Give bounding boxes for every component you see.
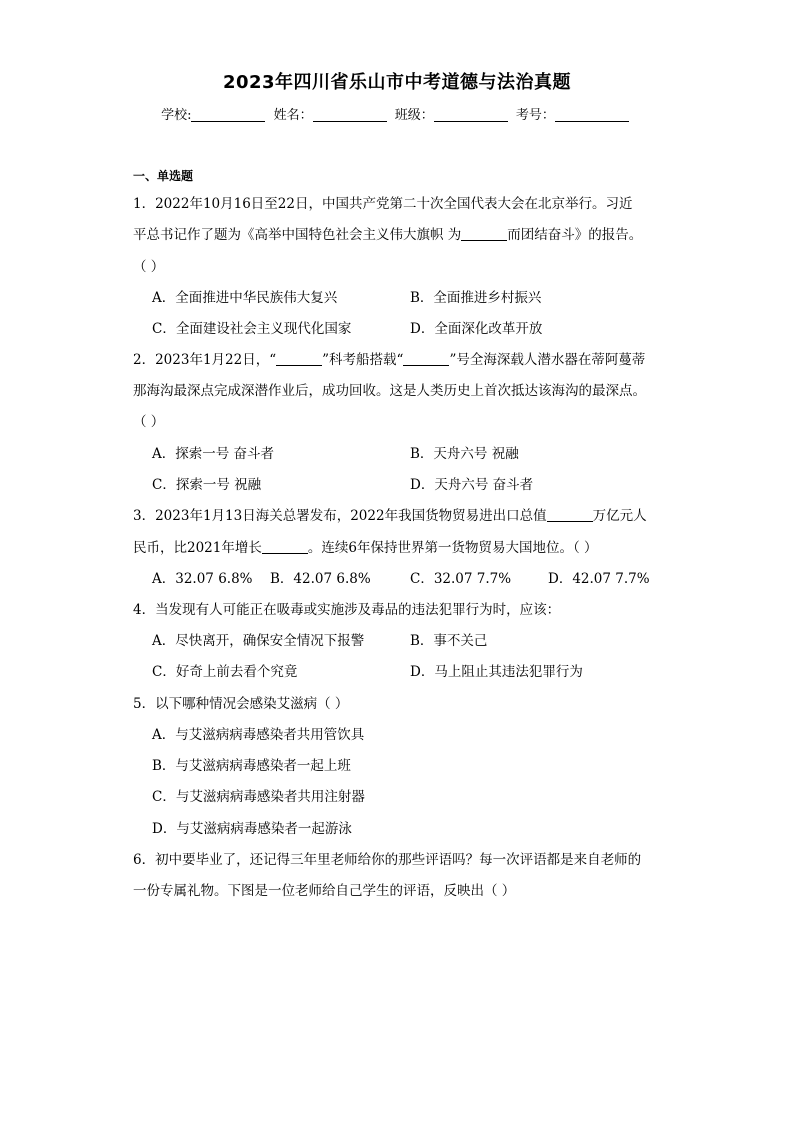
q2-blank-1 bbox=[276, 353, 322, 366]
q3-option-b[interactable]: B．42.07 6.8% bbox=[270, 571, 371, 587]
q1-line2-end: 而团结奋斗》的报告。 bbox=[507, 227, 643, 243]
class-blank[interactable] bbox=[434, 107, 508, 122]
q3-blank-2 bbox=[262, 541, 308, 554]
page-title: 2023年四川省乐山市中考道德与法治真题 bbox=[222, 72, 572, 93]
q5-option-d[interactable]: D．与艾滋病病毒感染者一起游泳 bbox=[152, 821, 352, 837]
q2-answer-bracket: （ ） bbox=[133, 414, 165, 430]
q3-option-a[interactable]: A．32.07 6.8% bbox=[152, 571, 253, 587]
q3-blank-1 bbox=[547, 509, 593, 522]
q3-option-c[interactable]: C．32.07 7.7% bbox=[410, 571, 512, 587]
q2-line1 bbox=[133, 348, 645, 368]
q6-line2: 一份专属礼物。下图是一位老师给自己学生的评语，反映出（ ） bbox=[133, 883, 516, 899]
q1-line2 bbox=[133, 223, 642, 243]
q2-blank-2 bbox=[403, 353, 449, 366]
q2-option-a[interactable]: A．探索一号 奋斗者 bbox=[152, 446, 275, 462]
q3-line1-start: 3．2023年1月13日海关总署发布，2022年我国货物贸易进出口总值 bbox=[133, 508, 547, 524]
school-blank[interactable] bbox=[191, 107, 265, 122]
q4-line1: 4．当发现有人可能正在吸毒或实施涉及毒品的违法犯罪行为时，应该： bbox=[133, 602, 561, 618]
q4-option-a[interactable]: A．尽快离开，确保安全情况下报警 bbox=[152, 633, 365, 649]
q3-option-d[interactable]: D．42.07 7.7% bbox=[548, 571, 650, 587]
q3-line2-start: 民币，比2021年增长 bbox=[133, 540, 262, 556]
q1-option-c[interactable]: C．全面建设社会主义现代化国家 bbox=[152, 321, 352, 337]
q1-line1: 1．2022年10月16日至22日，中国共产党第二十次全国代表大会在北京举行。习近 bbox=[133, 196, 633, 212]
q1-line2-start: 平总书记作了题为《高举中国特色社会主义伟大旗帜 为 bbox=[133, 227, 462, 243]
student-info-line bbox=[0, 104, 794, 123]
name-label: 姓名： bbox=[273, 108, 313, 123]
q1-option-b[interactable]: B．全面推进乡村振兴 bbox=[410, 290, 542, 306]
q2-line1-mid: ”科考船搭载“ bbox=[322, 352, 404, 368]
exam-no-label: 考号： bbox=[515, 108, 555, 123]
q3-line2 bbox=[133, 536, 598, 556]
q2-option-b[interactable]: B．天舟六号 祝融 bbox=[410, 446, 519, 462]
q4-option-d[interactable]: D．马上阻止其违法犯罪行为 bbox=[410, 664, 583, 680]
q1-blank bbox=[461, 228, 507, 241]
q6-line1: 6．初中要毕业了，还记得三年里老师给你的那些评语吗？每一次评语都是来自老师的 bbox=[133, 852, 642, 868]
q2-line1-start: 2．2023年1月22日，“ bbox=[133, 352, 277, 368]
q3-line1-end: 万亿元人 bbox=[592, 508, 647, 524]
q1-option-a[interactable]: A．全面推进中华民族伟大复兴 bbox=[152, 290, 338, 306]
q5-option-b[interactable]: B．与艾滋病病毒感染者一起上班 bbox=[152, 758, 351, 774]
section-heading: 一、单选题 bbox=[133, 169, 194, 183]
q3-line1 bbox=[133, 504, 647, 524]
q2-option-c[interactable]: C．探索一号 祝融 bbox=[152, 477, 262, 493]
exam-no-blank[interactable] bbox=[555, 107, 629, 122]
q2-option-d[interactable]: D．天舟六号 奋斗者 bbox=[410, 477, 534, 493]
school-label: 学校: bbox=[161, 108, 192, 123]
q2-line1-end: ”号全海深载人潜水器在蒂阿蔓蒂 bbox=[449, 352, 646, 368]
q4-option-b[interactable]: B．事不关己 bbox=[410, 633, 488, 649]
q1-answer-bracket: （ ） bbox=[133, 259, 165, 275]
class-label: 班级： bbox=[394, 108, 434, 123]
name-blank[interactable] bbox=[313, 107, 387, 122]
q4-option-c[interactable]: C．好奇上前去看个究竟 bbox=[152, 664, 298, 680]
q3-line2-end: 。连续6年保持世界第一货物贸易大国地位。（ ） bbox=[307, 540, 598, 556]
q5-option-a[interactable]: A．与艾滋病病毒感染者共用管饮具 bbox=[152, 727, 365, 743]
q5-line1: 5．以下哪种情况会感染艾滋病（ ） bbox=[133, 696, 349, 712]
q1-option-d[interactable]: D．全面深化改革开放 bbox=[410, 321, 543, 337]
q2-line2: 那海沟最深点完成深潜作业后，成功回收。这是人类历史上首次抵达该海沟的最深点。 bbox=[133, 383, 646, 399]
q5-option-c[interactable]: C．与艾滋病病毒感染者共用注射器 bbox=[152, 789, 365, 805]
